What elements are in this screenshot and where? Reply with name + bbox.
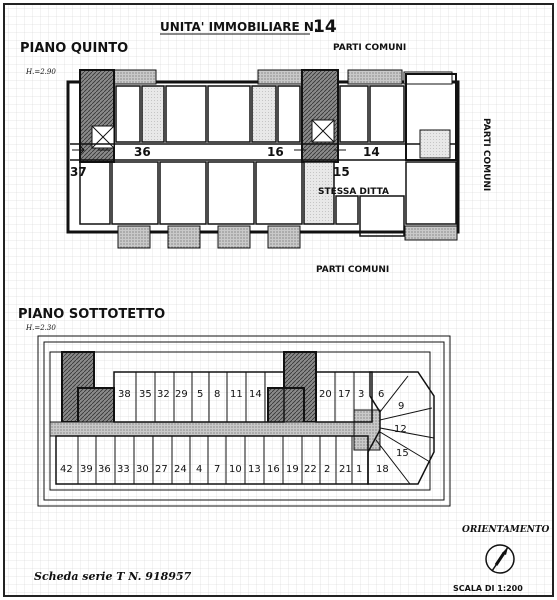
unit-label: 37 bbox=[70, 165, 87, 179]
common-parts-top: PARTI COMUNI bbox=[333, 43, 407, 53]
upper-balcony bbox=[268, 226, 300, 248]
attic-corridor bbox=[50, 422, 380, 436]
unit-label: 36 bbox=[134, 145, 151, 159]
attic-height-note: H.=2.30 bbox=[26, 324, 56, 332]
common-parts-bottom: PARTI COMUNI bbox=[316, 265, 390, 275]
upper-balcony bbox=[405, 226, 457, 240]
attic-top-label: 29 bbox=[175, 389, 188, 400]
attic-bottom-label: 27 bbox=[155, 464, 168, 475]
attic-bottom-label: 33 bbox=[117, 464, 130, 475]
attic-top-label: 3 bbox=[358, 389, 365, 400]
attic-floor-title: PIANO SOTTOTETTO bbox=[18, 307, 166, 322]
upper-balcony bbox=[168, 226, 200, 248]
unit-number: 14 bbox=[313, 17, 337, 37]
common-parts-right: PARTI COMUNI bbox=[481, 118, 491, 192]
attic-top-label: 5 bbox=[197, 389, 204, 400]
same-firm-label: STESSA DITTA bbox=[318, 187, 389, 197]
attic-top-label: 32 bbox=[157, 389, 170, 400]
upper-floor-title: PIANO QUINTO bbox=[20, 41, 129, 56]
attic-top-label: 14 bbox=[249, 389, 262, 400]
attic-bottom-label: 4 bbox=[196, 464, 203, 475]
upper-top-block bbox=[348, 70, 402, 84]
unit-label: 15 bbox=[333, 165, 350, 179]
attic-top-label: 8 bbox=[214, 389, 221, 400]
stair-core-right bbox=[302, 70, 338, 162]
attic-top-label: 17 bbox=[338, 389, 351, 400]
unit-label: 14 bbox=[363, 145, 380, 159]
attic-fan-label: 15 bbox=[396, 448, 409, 459]
attic-bottom-label: 39 bbox=[80, 464, 93, 475]
attic-fan-label: 12 bbox=[394, 424, 407, 435]
upper-balcony bbox=[218, 226, 250, 248]
attic-fan-label: 18 bbox=[376, 464, 389, 475]
orientation-label: ORIENTAMENTO bbox=[462, 525, 550, 535]
attic-top-label: 38 bbox=[118, 389, 131, 400]
attic-bottom-label: 24 bbox=[174, 464, 187, 475]
attic-bottom-label: 22 bbox=[304, 464, 317, 475]
attic-top-label: 35 bbox=[139, 389, 152, 400]
attic-bottom-label: 7 bbox=[214, 464, 221, 475]
upper-top-block bbox=[258, 70, 304, 84]
upper-balcony bbox=[118, 226, 150, 248]
attic-top-label: 20 bbox=[319, 389, 332, 400]
upper-top-block bbox=[110, 70, 156, 84]
attic-bottom-label: 10 bbox=[229, 464, 242, 475]
attic-bottom-label: 36 bbox=[98, 464, 111, 475]
attic-bottom-label: 1 bbox=[356, 464, 363, 475]
attic-fan-label: 6 bbox=[378, 389, 385, 400]
attic-bottom-label: 21 bbox=[339, 464, 352, 475]
attic-bottom-label: 30 bbox=[136, 464, 149, 475]
sheet-number: Scheda serie T N. 918957 bbox=[34, 570, 192, 583]
unit-label: 16 bbox=[267, 145, 284, 159]
upper-height-note: H.=2.90 bbox=[26, 68, 56, 76]
unit-title: UNITA' IMMOBILIARE N. bbox=[160, 20, 319, 34]
attic-bottom-label: 42 bbox=[60, 464, 73, 475]
attic-bottom-label: 2 bbox=[324, 464, 331, 475]
attic-top-label: 11 bbox=[230, 389, 243, 400]
attic-bottom-label: 13 bbox=[248, 464, 261, 475]
attic-bottom-label: 19 bbox=[286, 464, 299, 475]
scale-label: SCALA DI 1:200 bbox=[453, 584, 523, 593]
attic-bottom-label: 16 bbox=[267, 464, 280, 475]
attic-fan-label: 9 bbox=[398, 401, 405, 412]
